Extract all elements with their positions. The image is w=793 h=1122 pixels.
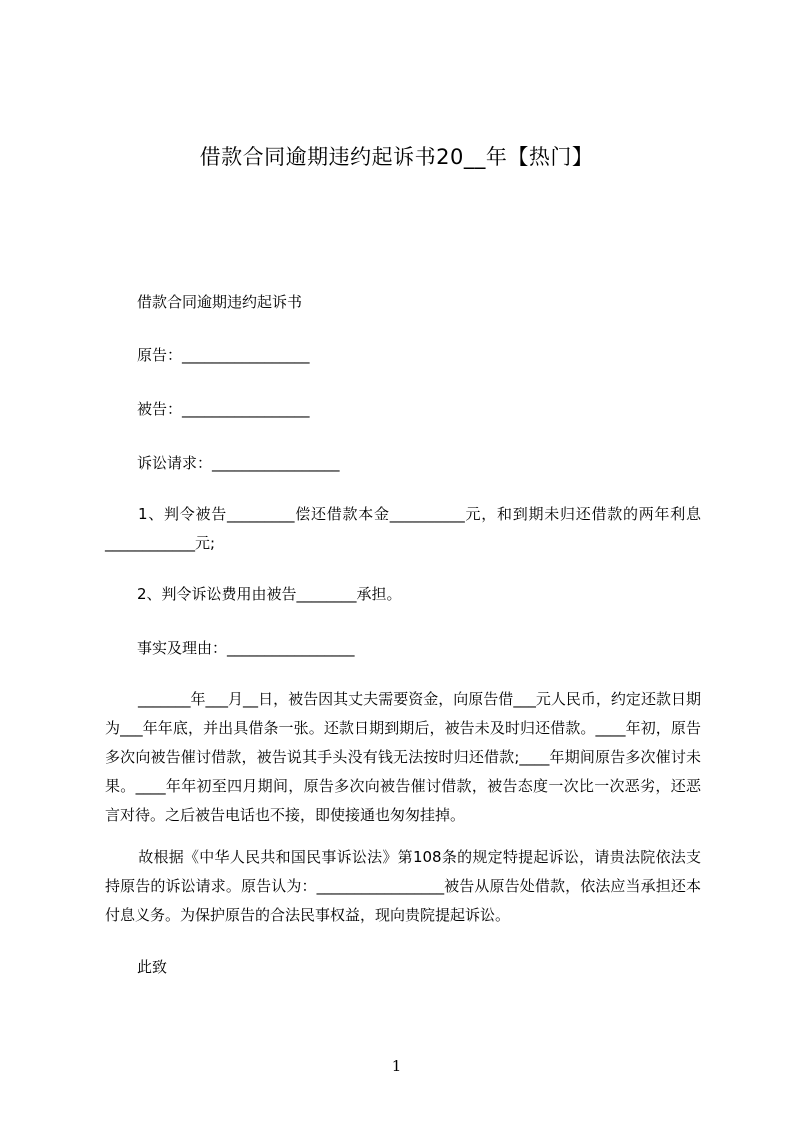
claims-label: 诉讼请求：_________________	[137, 454, 340, 472]
page-number: 1	[391, 1057, 402, 1075]
claim-1-text: 1、判令被告_________偿还借款本金__________元，和到期未归还借款的两年利息____________元;	[105, 505, 701, 552]
facts-paragraph	[105, 685, 701, 830]
plaintiff-line: 原告：_________________	[137, 346, 310, 364]
closing-line: 此致	[137, 958, 168, 976]
legal-basis-paragraph	[105, 843, 701, 930]
document-title: 借款合同逾期违约起诉书20__年【热门】	[199, 145, 594, 169]
claim-1-paragraph	[105, 500, 701, 558]
document-heading: 借款合同逾期违约起诉书	[137, 293, 303, 311]
claim-2-line: 2、判令诉讼费用由被告________承担。	[137, 585, 402, 603]
legal-basis-text: 故根据《中华人民共和国民事诉讼法》第108条的规定特提起诉讼，请贵法院依法支持原告的诉讼请求。原告认为：_________________被告从原告处借款，依法应当承担还本付息义务。为保护原告的合法民事权益，现向贵院提起诉讼。	[105, 848, 701, 924]
facts-label: 事实及理由：_________________	[137, 639, 355, 657]
defendant-line: 被告：_________________	[137, 400, 310, 418]
facts-text: _______年___月__日，被告因其丈夫需要资金，向原告借___元人民币，约定还款日期为___年年底，并出具借条一张。还款日期到期后，被告未及时归还借款。____年初，原告多次向被告催讨借款，被告说其手头没有钱无法按时归还借款;____年期间原告多次催讨未果。____年年初至四月期间，原告多次向被告催讨借款，被告态度一次比一次恶劣，还恶言对待。之后被告电话也不接，即使接通也匆匆挂掉。	[105, 690, 701, 824]
